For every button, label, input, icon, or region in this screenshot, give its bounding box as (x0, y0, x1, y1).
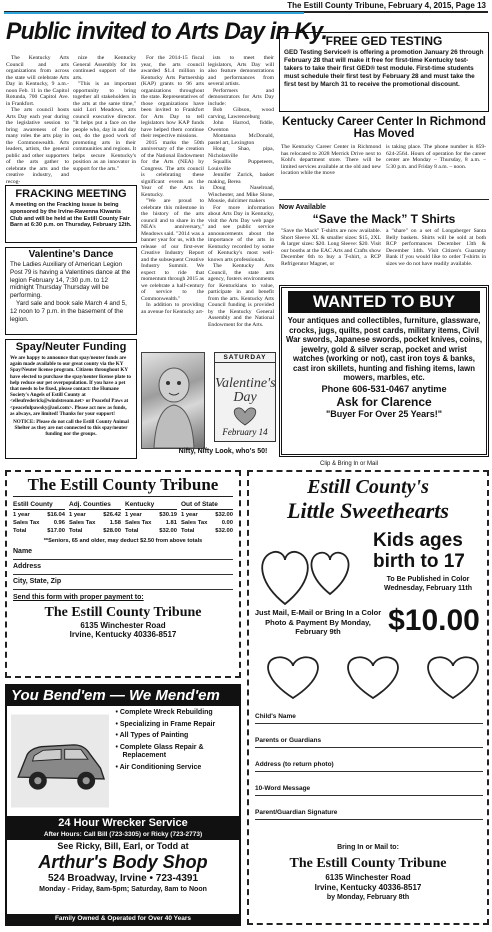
sub-rate-row (181, 511, 233, 519)
sub-rate-column (67, 501, 123, 535)
sweet-field[interactable]: 10-Word Message (255, 782, 483, 796)
sub-rate-header: Out of State (181, 501, 233, 510)
sweet-field[interactable]: Address (to return photo) (255, 758, 483, 772)
valentine-box (5, 247, 137, 335)
mack-box (279, 203, 489, 283)
sub-rate-header: Kentucky (125, 501, 177, 510)
sub-field[interactable]: Address (13, 560, 233, 575)
card-top-label: SATURDAY (215, 353, 275, 363)
sub-title: The Estill County Tribune (13, 474, 233, 497)
arthur-name: Arthur's Body Shop (38, 852, 208, 872)
sweet-field[interactable]: Child's Name (255, 710, 483, 724)
baby-photo (141, 352, 205, 449)
arts-col-4-p5: Montanna McDonald, pastel art, Lexington (208, 133, 274, 146)
sweet-just: Just Mail, E-Mail or Bring In a Color Photo & Payment By Monday, February 9th (254, 608, 382, 636)
arthur-service-item (115, 744, 235, 761)
arts-col-4-p3: Bob Gibson, wood carving, Lawrenceburg (208, 107, 274, 120)
sweet-title-2: Little Sweethearts (287, 498, 449, 523)
arthur-service-label: Complete Wreck Rebuilding (119, 709, 213, 716)
bullet-icon: • (115, 732, 120, 739)
valentine-body: The Ladies Auxiliary of American Legion Post 79 is having a Valentines dance at the legion February 14, 7:30 p.m. to 12 midnight Thursday Thursday will be performing. (10, 261, 131, 300)
arts-col-4-p10: For more information about Arts Day in Kentucky, visit the Arts Day web page and see public service announcements about the importance of the arts in Kentucky recorded by some of Kentucky's most well-known arts professionals. (208, 204, 274, 263)
arthur-service-label: All Types of Painting (119, 732, 189, 739)
sub-rate-value: $30.19 (159, 512, 177, 518)
sweet-paper: The Estill County Tribune (289, 856, 447, 871)
arthur-see: See Ricky, Bill, Earl, or Todd at (57, 841, 189, 851)
sub-rate-label: Sales Tax (181, 520, 208, 526)
career-box (279, 116, 489, 200)
sub-rate-value: $32.00 (159, 528, 177, 534)
ged-body: GED Testing Service® is offering a promotion January 26 through February 28 that will make it free for first-time Kentucky test-takers to take their first GED® test module. First-time students must schedule their first test by February 28 and must take the first test by March 31 to receive the promotional discount. (284, 49, 484, 88)
sweet-field[interactable]: Parents or Guardians (255, 734, 483, 748)
arts-col-4-p2: Performers and demonstrators for Arts Day include: (208, 87, 274, 107)
sub-rate-column (11, 501, 67, 535)
car-icon (11, 709, 109, 813)
arthur-wrecker: 24 Hour Wrecker Service (7, 816, 239, 830)
arthur-service-item (115, 721, 235, 730)
fracking-box (5, 185, 137, 243)
sweet-fields (255, 710, 483, 830)
arts-col-1 (6, 55, 69, 185)
sub-rate-value: 1.58 (109, 520, 121, 526)
sub-rate-row (69, 519, 121, 527)
sweet-title-1: Estill County's (307, 476, 429, 498)
wanted-title: WANTED TO BUY (288, 291, 480, 313)
arts-col-4-p1: ists to meet their legislators, Arts Day will also feature demonstrations and performances from several artists. (208, 55, 274, 87)
subscription-form (5, 470, 241, 678)
spay-box (5, 339, 137, 459)
sub-field[interactable]: City, State, Zip (13, 575, 233, 590)
wanted-body: Your antiques and collectibles, furniture, glassware, crocks, jugs, quilts, post cards, military items, Civil War swords, Japanese swords, pocket knives, coins, jewelry, gold & silver scrap, pocket and wrist watches (working or not), cast iron toys & banks, cast iron skillets, hunting and fishing items, lawn mowers, marbles, etc. (286, 316, 483, 382)
sub-rate-value: 1.81 (165, 520, 177, 526)
sub-rate-value: 0.96 (53, 520, 65, 526)
sub-fields (7, 545, 239, 590)
arthur-address: 524 Broadway, Irvine • 723-4391 (47, 873, 199, 884)
sub-rate-table (7, 499, 239, 537)
sweet-publish: To Be Published in Color Wednesday, February 11th (383, 576, 473, 592)
arts-col-3-p3: "We are proud to celebrate this milestone in the history of the arts council and to share in the NEA's anniversary," Meadows said. "2014 was a banner year for us, with the release of our first-ever Creative Industry Report and the subsequent Creative Industry Summit. We expect to ride that momentum through 2015 as we celebrate a half-century of service to the Commonwealth." (141, 198, 204, 302)
hearts-icon-1 (255, 534, 365, 612)
sub-rate-value: $17.00 (47, 528, 65, 534)
sub-rate-header: Adj. Counties (69, 501, 121, 510)
sweet-bring: Bring In or Mail to: (337, 844, 399, 851)
sweet-clip-label: Clip & Bring In or Mail (320, 461, 379, 467)
sweet-addr1: 6135 Winchester Road (325, 873, 411, 882)
arthur-slogan: You Bend'em — We Mend'em (7, 686, 239, 706)
sweet-field[interactable]: Parent/Guardian Signature (255, 806, 483, 820)
valentine-body2: Yard sale and book sale March 4 and 5, 12 noon to 7 p.m. in the basement of the legion. (10, 299, 127, 323)
sub-rate-row (125, 511, 177, 519)
arts-col-3-p4: In addition to providing an avenue for Kentucky art- (141, 302, 204, 315)
arthur-services (109, 709, 235, 813)
arts-col-4-p8: Jennifer Zurick, basket making, Berea (208, 172, 274, 185)
baby-photo-image (142, 353, 204, 448)
sub-rate-label: Sales Tax (125, 520, 152, 526)
sub-rate-value: $16.04 (47, 512, 65, 518)
arts-col-2-p2: "This is an important opportunity to bring together all stakeholders in the arts at the same time," said Lori Meadows, arts council executive director. "It helps put a face on the people who, day in and day out, do the good work of promoting arts in their communities and regions. It helps secure Kentucky's position as an innovator in support for the arts." (73, 81, 136, 172)
sub-rate-row (13, 519, 65, 527)
sub-paper: The Estill County Tribune (44, 605, 202, 620)
sub-rate-value: $32.00 (215, 512, 233, 518)
mack-col-2: a "share" on a set of Longaberger Santa Belly baskets. Shirts will be sold at both RCP performances December 13th & December 14th. Visit Citizen's Guaranty Bank if you would like to order T-shirts in sizes we do not have readily available. (386, 228, 486, 267)
arthur-hours: Monday - Friday, 8am-5pm; Saturday, 8am to Noon (39, 886, 207, 893)
arthur-service-label: Complete Glass Repair & Replacement (119, 743, 204, 759)
wanted-ask: Ask for Clarence (336, 394, 432, 409)
hearts-icon-2 (253, 652, 485, 702)
sub-rate-header: Estill County (13, 501, 65, 510)
sub-rate-value: $32.00 (215, 528, 233, 534)
sub-rate-row (13, 527, 65, 535)
sub-rate-label: Sales Tax (13, 520, 40, 526)
spay-body: We are happy to announce that spay/neuter funds are again made available to our great county via the KY Spay/Neuter license program. Citizens throughout KY have elected to purchase the spay/neuter license plate to help reduce our pet overpopulation. If you have a pet that needs to be fixed, please contact: the Humane Society's Angels of Estill County at <elleufrederick@windstream.net> or Peaceful Paws at <peacefulpawsky@aol.com>. Please act now as funds, as always, are limited! Thanks for your support! (10, 355, 131, 417)
sub-addr1: 6135 Winchester Road (80, 621, 166, 630)
ged-box (279, 32, 489, 112)
bullet-icon: • (115, 720, 120, 728)
sub-field[interactable]: Name (13, 545, 233, 560)
arts-col-4 (208, 55, 274, 348)
sub-rate-value: $26.42 (103, 512, 121, 518)
fracking-title: FRACKING MEETING (15, 188, 127, 200)
sub-rate-label: Total (125, 528, 139, 534)
arts-col-3-p2: 2015 marks the 50th anniversary of the creation of the National Endowment for the Arts (NEA) by Congress. The arts council is celebrating these significant events as the Year of the Arts in Kentucky. (141, 139, 204, 198)
arts-col-1-p1: The Kentucky Arts Council and arts organizations from across the state will celebrate Arts Day in Kentucky, 9 a.m.-noon Feb. 11 in the Capitol Rotunda, 700 Capitol Ave. in Frankfort. (6, 55, 69, 107)
sub-rate-row (13, 511, 65, 519)
arts-col-4-p4: John Harrod, fiddle, Owenton (208, 120, 274, 133)
career-title: Kentucky Career Center In Richmond Has Moved (282, 116, 486, 140)
sub-rate-label: 1 year (69, 512, 86, 518)
bullet-icon: • (115, 743, 120, 751)
spay-title: Spay/Neuter Funding (15, 341, 127, 353)
arthur-afterhours: After Hours: Call Bill (723-3305) or Ricky (723-2773) (7, 830, 239, 840)
sub-addr2: Irvine, Kentucky 40336-8517 (69, 630, 177, 639)
sub-rate-row (125, 519, 177, 527)
sub-seniors-note: **Seniors, 65 and older, may deduct $2.50 from above totals (43, 538, 203, 544)
arthur-service-item (115, 764, 235, 773)
sub-rate-row (181, 519, 233, 527)
spay-notice: NOTICE: Please do not call the Estill County Animal Shelter as they are not connected to this spay/neuter funding nor the groups. (13, 419, 129, 438)
sweet-kids: Kids ages birth to 17 (373, 530, 465, 572)
arthur-footer: Family Owned & Operated for Over 40 Years (7, 914, 239, 924)
photo-caption: Nifty, Nifty Look, who's 50! (178, 448, 268, 455)
arts-col-4-p6: Hong Shao, pipa, Nicholasville (208, 146, 274, 159)
fracking-body: A meeting on the Fracking issue is being sponsored by the Irvine-Ravenna Kiwanis Club and will be held at the Estill County Fair Barn at 6:30 p.m. on Thursday, February 12th. (10, 202, 132, 229)
sub-rate-column (179, 501, 235, 535)
sub-rate-label: 1 year (181, 512, 198, 518)
sub-rate-label: Sales Tax (69, 520, 96, 526)
sub-rate-label: 1 year (125, 512, 142, 518)
card-heart-icon (215, 405, 275, 427)
sub-rate-row (181, 527, 233, 535)
valentine-card (214, 352, 276, 442)
arts-col-4-p11: The Kentucky Arts Council, the state arts agency, fosters environments for Kentuckians to value, participate in and benefit from the arts. Kentucky Arts Council funding is provided by the Kentucky General Assembly and the National Endowment for the Arts. (208, 263, 274, 328)
mack-now-available: Now Available (279, 204, 326, 211)
wanted-years: "Buyer For Over 25 Years!" (326, 408, 442, 419)
card-date: February 14 (222, 427, 268, 437)
sub-rate-row (69, 511, 121, 519)
sub-rate-value: 0.00 (221, 520, 233, 526)
sub-rate-row (69, 527, 121, 535)
sub-rate-label: Total (181, 528, 195, 534)
sub-send: Send this form with proper payment to: (13, 594, 144, 601)
running-head: The Estill County Tribune, February 4, 2015, Page 13 (4, 0, 488, 13)
sub-rate-label: Total (69, 528, 83, 534)
arts-col-2-p1: nize the Kentucky General Assembly for its continued support of the arts. (73, 55, 136, 81)
arts-col-1-p2: The arts council hosts Arts Day each year during the legislative session to bring awareness of the many roles the arts play in the Commonwealth. Arts leaders, artists, the general public and other supporters of the arts gather to celebrate the arts and the creative industry, and recog- (6, 107, 69, 185)
sweethearts-form (247, 470, 489, 925)
sweet-by: by Monday, February 8th (326, 894, 410, 901)
arthur-service-item (115, 709, 235, 718)
ged-title: FREE GED TESTING (325, 34, 443, 48)
arthur-service-item (115, 732, 235, 741)
sub-rate-label: 1 year (13, 512, 30, 518)
arthur-service-label: Air Conditioning Service (119, 763, 202, 771)
arthur-ad (5, 684, 241, 926)
sub-rate-column (123, 501, 179, 535)
wanted-phone: Phone 606-531-0467 anytime (321, 383, 447, 394)
arts-headline: Public invited to Arts Day in Ky. (6, 18, 328, 45)
career-col-2: is taking place. The phone number is 859-624-2564. Hours of operation for the career center are Monday – Thursday, 8 a.m. – 5:30 p.m. and Friday 8 a.m. – noon. (386, 144, 486, 170)
sub-rate-value: $28.00 (103, 528, 121, 534)
bullet-icon: • (115, 709, 120, 716)
card-title: Valentine's Day (215, 376, 276, 405)
wanted-box (279, 285, 489, 457)
arts-col-3-p1: For the 2014-15 fiscal year, the arts council awarded $1.4 million in Kentucky Arts Partnership (KAP) grants to 96 arts organizations throughout the state. Representatives of those organizations have been invited to Frankfort for Arts Day to tell legislators how KAP funds have helped them continue their respective missions. (141, 55, 204, 139)
sweet-addr2: Irvine, Kentucky 40336-8517 (314, 883, 422, 892)
arthur-service-label: Specializing in Frame Repair (119, 720, 216, 728)
mack-title: “Save the Mack” T Shirts (312, 212, 456, 226)
arts-col-2 (73, 55, 136, 185)
sub-rate-row (125, 527, 177, 535)
career-col-1: The Kentucky Career Center in Richmond has relocated to 2028 Merrick Drive next to Kohl's department store. There will be limited services available at the old and new location while the move (281, 144, 381, 176)
sweet-price: $10.00 (388, 604, 480, 637)
mack-col-1: "Save the Mack" T-shirts are now available. Short Sleeve XL & smaller sizes: $15, 2XL & larger sizes: $20. Long Sleeve: $20. Visit our booths at the EAC Arts and Crafts show December 6th to buy a T-shirt, a RCP Refrigerator Magnet, or (281, 228, 381, 267)
valentine-title: Valentine's Dance (28, 249, 114, 260)
bullet-icon: • (115, 763, 120, 771)
arts-col-4-p9: Doug Naselroad, Winchester, and Mike Slone, Mousie, dulcimer makers (208, 185, 274, 204)
arts-col-4-p7: Squallis Puppeteers, Louisville (208, 159, 274, 172)
sub-rate-label: Total (13, 528, 27, 534)
